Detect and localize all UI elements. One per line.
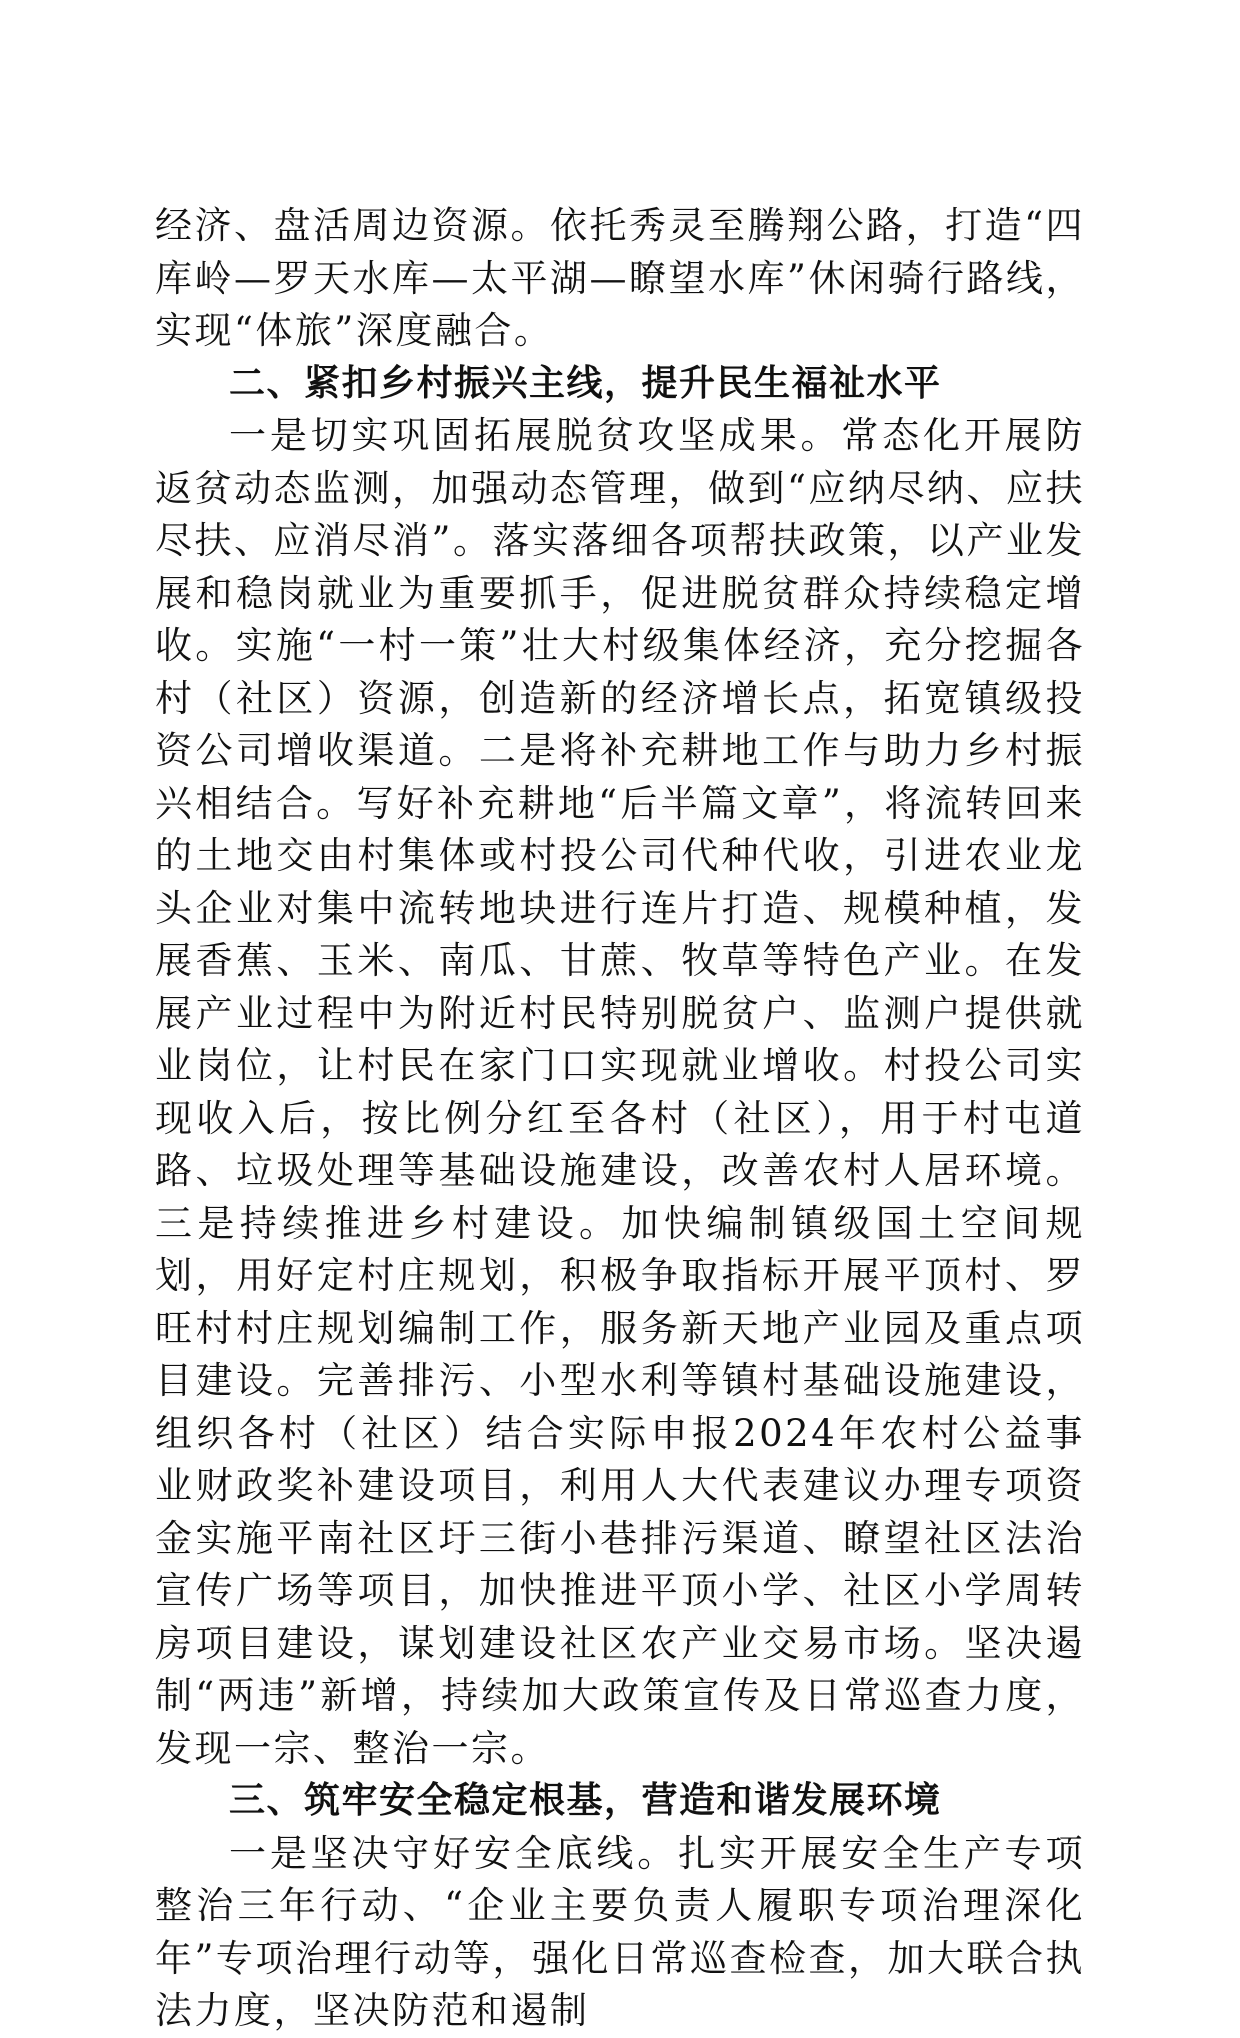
section-heading-2: 二、紧扣乡村振兴主线，提升民生福祉水平 xyxy=(229,362,942,404)
document-body xyxy=(155,200,1085,2038)
body-paragraph-section-2: 一是切实巩固拓展脱贫攻坚成果。常态化开展防返贫动态监测，加强动态管理，做到“应纳尽纳、应扶尽扶、应消尽消”。落实落细各项帮扶政策，以产业发展和稳岗就业为重要抓手，促进脱贫群众持续稳定增收。实施“一村一策”壮大村级集体经济，充分挖掘各村（社区）资源，创造新的经济增长点，拓宽镇级投资公司增收渠道。二是将补充耕地工作与助力乡村振兴相结合。写好补充耕地“后半篇文章”，将流转回来的土地交由村集体或村投公司代种代收，引进农业龙头企业对集中流转地块进行连片打造、规模种植，发展香蕉、玉米、南瓜、甘蔗、牧草等特色产业。在发展产业过程中为附近村民特别脱贫户、监测户提供就业岗位，让村民在家门口实现就业增收。村投公司实现收入后，按比例分红至各村（社区），用于村屯道路、垃圾处理等基础设施建设，改善农村人居环境。三是持续推进乡村建设。加快编制镇级国土空间规划，用好定村庄规划，积极争取指标开展平顶村、罗旺村村庄规划编制工作，服务新天地产业园及重点项目建设。完善排污、小型水利等镇村基础设施建设，组织各村（社区）结合实际申报2024年农村公益事业财政奖补建设项目，利用人大代表建议办理专项资金实施平南社区圩三街小巷排污渠道、瞭望社区法治宣传广场等项目，加快推进平顶小学、社区小学周转房项目建设，谋划建设社区农产业交易市场。坚决遏制“两违”新增，持续加大政策宣传及日常巡查力度，发现一宗、整治一宗。 xyxy=(155,414,1085,1770)
section-heading-3: 三、筑牢安全稳定根基，营造和谐发展环境 xyxy=(229,1780,942,1821)
body-paragraph-section-3: 一是坚决守好安全底线。扎实开展安全生产专项整治三年行动、“企业主要负责人履职专项治理深化年”专项治理行动等，强化日常巡查检查，加大联合执法力度，坚决防范和遏制 xyxy=(155,1831,1085,2032)
body-paragraph-continuation: 经济、盘活周边资源。依托秀灵至腾翔公路，打造“四库岭—罗天水库—太平湖—瞭望水库”休闲骑行路线，实现“体旅”深度融合。 xyxy=(155,204,1085,352)
